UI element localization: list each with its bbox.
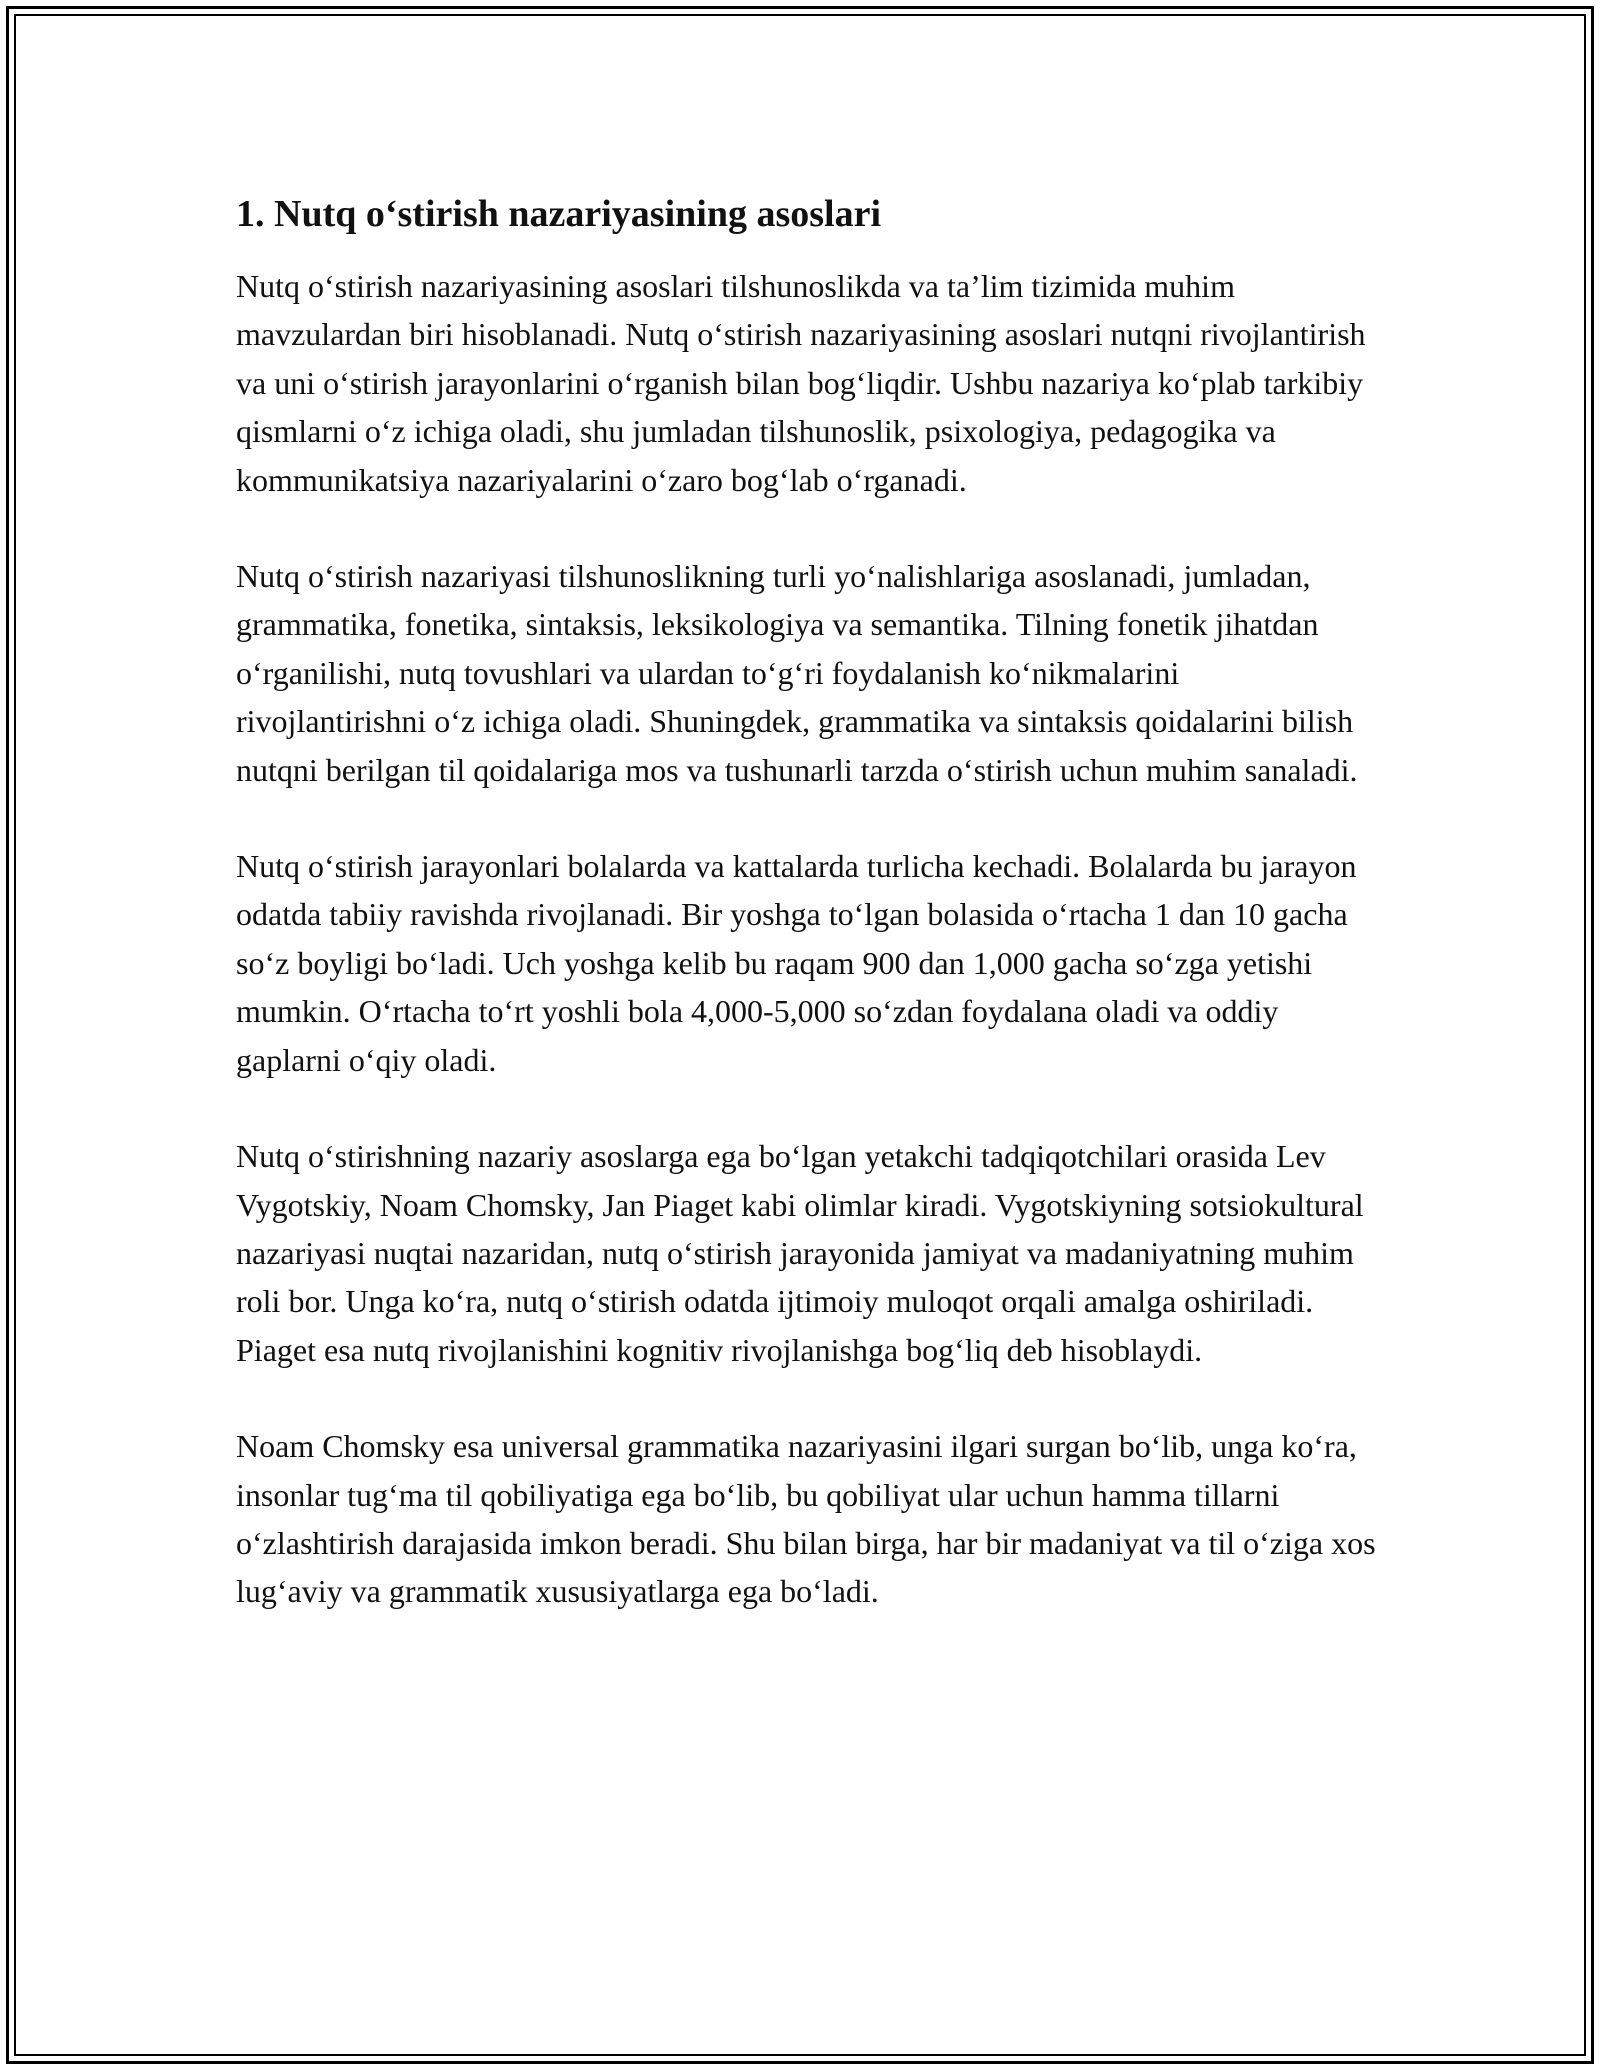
paragraph-4: Nutq o‘stirishning nazariy asoslarga ega bo‘lgan yetakchi tadqiqotchilari orasida Lev Vygotskiy, Noam Chomsky, Jan Piaget kabi olimlar kiradi. Vygotskiyning sotsiokultural nazariyasi nuqtai nazaridan, nutq o‘stirish jarayonida jamiyat va madaniyatning muhim roli bor. Unga ko‘ra, nutq o‘stirish odatda ijtimoiy muloqot orqali amalga oshiriladi. Piaget esa nutq rivojlanishini kognitiv rivojlanishga bog‘liq deb hisoblaydi.: [236, 1138, 1364, 1368]
paragraph-5: Noam Chomsky esa universal grammatika nazariyasini ilgari surgan bo‘lib, unga ko‘ra, insonlar tug‘ma til qobiliyatiga ega bo‘lib, bu qobiliyat ular uchun hamma tillarni o‘zlashtirish darajasida imkon beradi. Shu bilan birga, har bir madaniyat va til o‘ziga xos lug‘aviy va grammatik xususiyatlarga ega bo‘ladi.: [236, 1428, 1376, 1610]
document-body: [236, 186, 1376, 1664]
paragraph-2: Nutq o‘stirish nazariyasi tilshunoslikning turli yo‘nalishlariga asoslanadi, jumladan, grammatika, fonetika, sintaksis, leksikologiya va semantika. Tilning fonetik jihatdan o‘rganilishi, nutq tovushlari va ulardan to‘g‘ri foydalanish ko‘nikmalarini rivojlantirishni o‘z ichiga oladi. Shuningdek, grammatika va sintaksis qoidalarini bilish nutqni berilgan til qoidalariga mos va tushunarli tarzda o‘stirish uchun muhim sanaladi.: [236, 558, 1358, 788]
page-title: 1. Nutq o‘stirish nazariyasining asoslari: [236, 193, 882, 235]
paragraph-3: Nutq o‘stirish jarayonlari bolalarda va kattalarda turlicha kechadi. Bolalarda bu jarayon odatda tabiiy ravishda rivojlanadi. Bir yoshga to‘lgan bolasida o‘rtacha 1 dan 10 gacha so‘z boyligi bo‘ladi. Uch yoshga kelib bu raqam 900 dan 1,000 gacha so‘zga yetishi mumkin. O‘rtacha to‘rt yoshli bola 4,000-5,000 so‘zdan foydalana oladi va oddiy gaplarni o‘qiy oladi.: [236, 848, 1357, 1078]
paragraph-1: Nutq o‘stirish nazariyasining asoslari tilshunoslikda va ta’lim tizimida muhim mavzulardan biri hisoblanadi. Nutq o‘stirish nazariyasining asoslari nutqni rivojlantirish va uni o‘stirish jarayonlarini o‘rganish bilan bog‘liqdir. Ushbu nazariya ko‘plab tarkibiy qismlarni o‘z ichiga oladi, shu jumladan tilshunoslik, psixologiya, pedagogika va kommunikatsiya nazariyalarini o‘zaro bog‘lab o‘rganadi.: [236, 268, 1366, 498]
